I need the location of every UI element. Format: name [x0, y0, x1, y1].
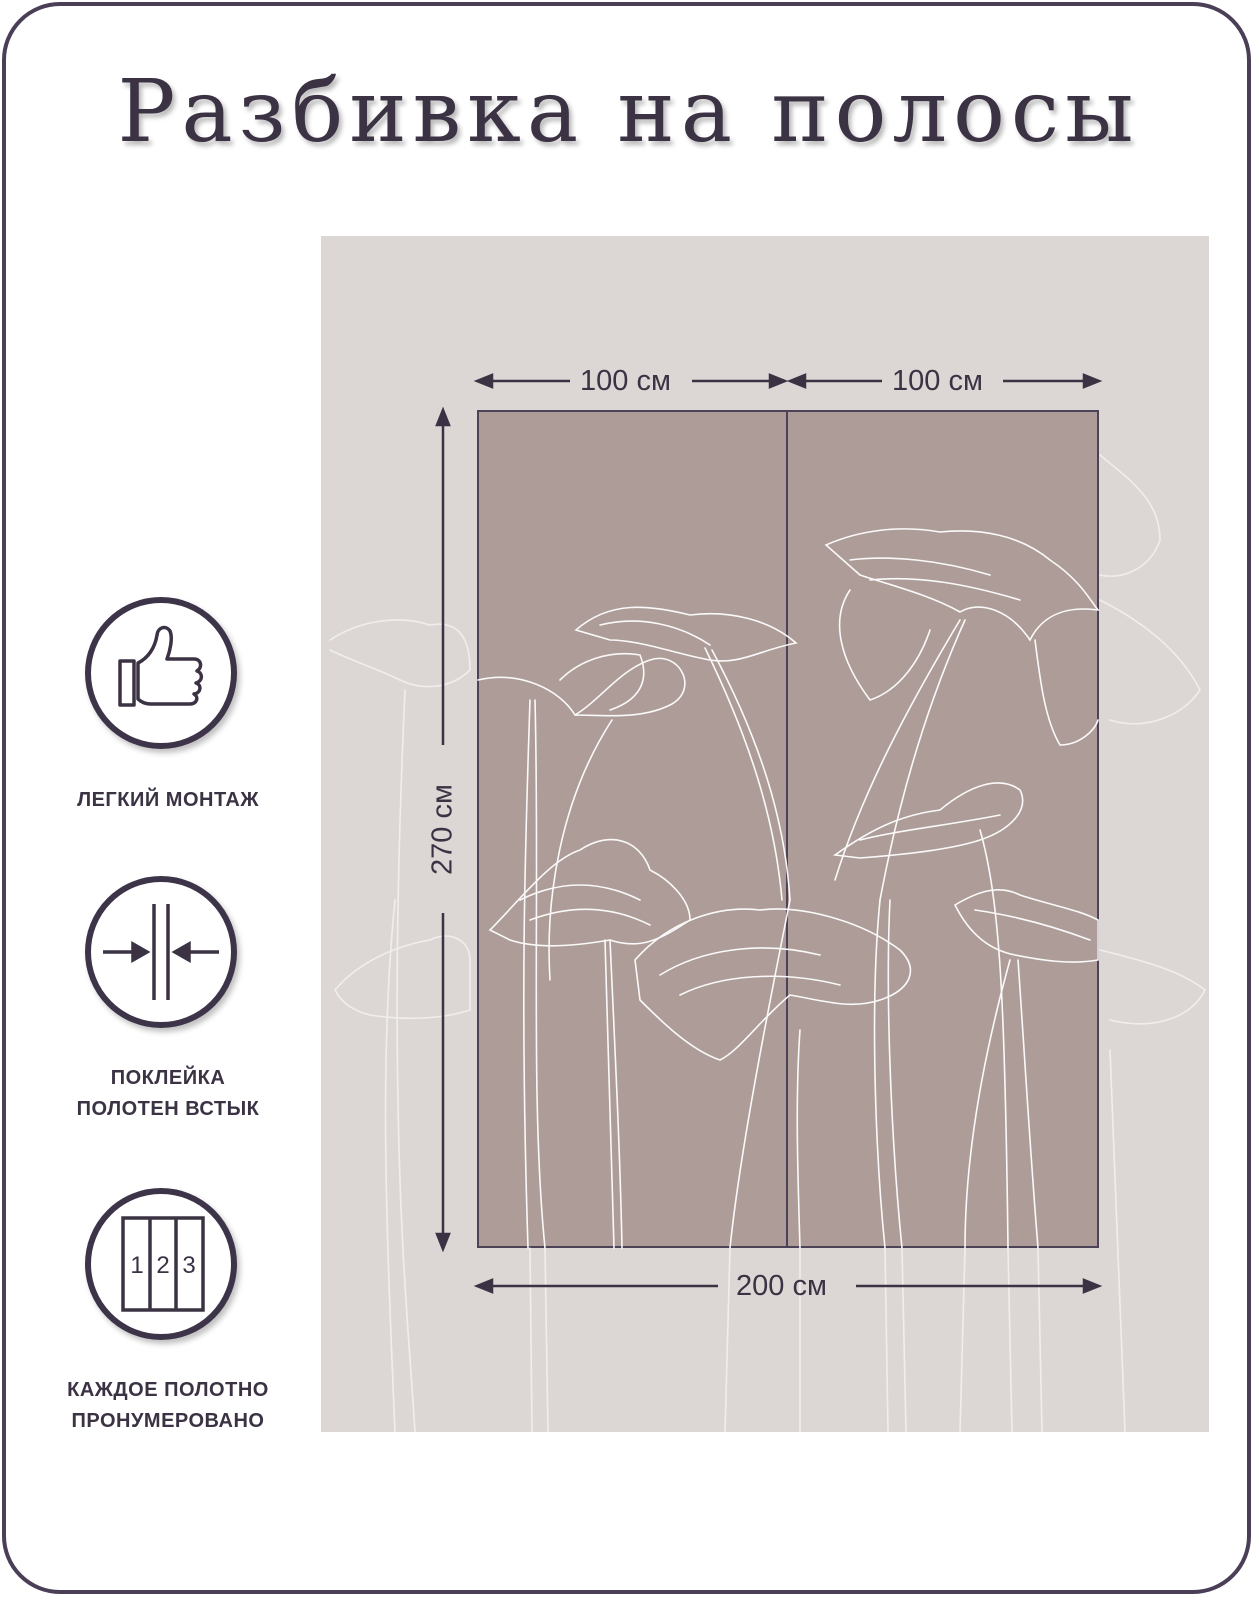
strip-number-1: 1: [130, 1252, 144, 1279]
feature-numbered-line1: КАЖДОЕ ПОЛОТНО: [67, 1379, 269, 1401]
page-title: Разбивка на полосы: [117, 62, 1140, 162]
feature-easy-install-badge: [85, 597, 237, 749]
strip-2-width-label: 100 см: [892, 365, 983, 397]
feature-butt-join-label: [18, 1063, 318, 1125]
feature-easy-install-label: ЛЕГКИЙ МОНТАЖ: [77, 789, 259, 811]
feature-butt-join-badge: [85, 876, 237, 1028]
strip-number-2: 2: [156, 1252, 170, 1279]
butt-join-icon: [91, 882, 231, 1022]
feature-butt-join-line1: ПОКЛЕЙКА: [110, 1067, 226, 1089]
height-label: 270 см: [426, 784, 459, 875]
feature-numbered-badge: [85, 1188, 237, 1340]
numbered-strips-icon: [91, 1194, 231, 1334]
strip-1-width-label: 100 см: [580, 365, 671, 397]
strip-number-3: 3: [182, 1252, 196, 1279]
feature-numbered-label: [18, 1375, 318, 1437]
total-width-label: 200 см: [736, 1270, 827, 1302]
feature-butt-join-line2: ПОЛОТЕН ВСТЫК: [76, 1098, 260, 1120]
feature-numbered-line2: ПРОНУМЕРОВАНО: [71, 1410, 265, 1432]
thumbs-up-icon: [91, 603, 231, 743]
